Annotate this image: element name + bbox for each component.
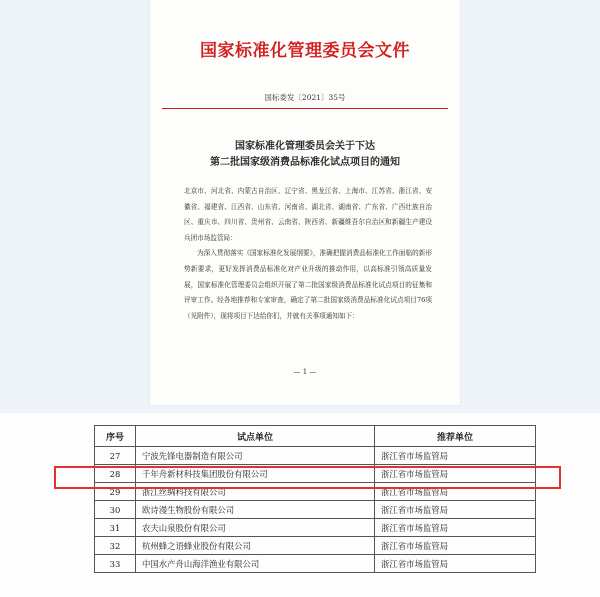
- red-divider-line: [162, 108, 448, 109]
- document-number: 国标委发〔2021〕35号: [264, 93, 346, 102]
- row-unit: 欧诗漫生物股份有限公司: [136, 501, 375, 519]
- highlight-box: [54, 466, 561, 489]
- attachment-table-panel: [0, 413, 600, 597]
- row-recommender: 浙江省市场监管局: [375, 519, 536, 537]
- header-number: 序号: [95, 426, 136, 447]
- table-row: [95, 519, 536, 537]
- row-number: 31: [95, 519, 136, 537]
- table-row: [95, 555, 536, 573]
- row-number: 28: [95, 465, 136, 483]
- row-number: 32: [95, 537, 136, 555]
- header-pilot-unit: 试点单位: [136, 426, 375, 447]
- header-recommender: 推荐单位: [375, 426, 536, 447]
- document-page: [150, 0, 460, 405]
- pilot-list-table: [94, 425, 536, 573]
- body-paragraph: 为深入贯彻落实《国家标准化发展纲要》，准确把握消费品标准化工作面临的新形势新要求，更好发挥消费品标准化对产业升级的推动作用，以高标准引领高质量发展，国家标准化管理委员会组织开展了第二批国家级消费品标准化试点项目的征集和评审工作。经各地推荐和专家审查，确定了第二批国家级消费品标准化试点项目76项（见附件），现将项目下达给你们，并就有关事项通知如下：: [184, 249, 432, 320]
- document-header: 国家标准化管理委员会文件: [200, 41, 410, 61]
- row-recommender: 浙江省市场监管局: [375, 447, 536, 465]
- recipients-text: 北京市、河北省、内蒙古自治区、辽宁省、黑龙江省、上海市、江苏省、浙江省、安徽省、福建省、江西省、山东省、河南省、湖北省、湖南省、广东省、广西壮族自治区、重庆市、四川省、贵州省、云南省、陕西省、新疆维吾尔自治区和新疆生产建设兵团市场监管局：: [184, 187, 432, 242]
- row-recommender: 浙江省市场监管局: [375, 465, 536, 483]
- table-header-row: [95, 426, 536, 447]
- row-recommender: 浙江省市场监管局: [375, 555, 536, 573]
- row-unit: 中国水产舟山海洋渔业有限公司: [136, 555, 375, 573]
- notice-title-line2: 第二批国家级消费品标准化试点项目的通知: [210, 157, 400, 168]
- row-unit: 浙江丝绸科技有限公司: [136, 483, 375, 501]
- table-row: [95, 447, 536, 465]
- notice-title-line1: 国家标准化管理委员会关于下达: [235, 141, 375, 152]
- row-number: 29: [95, 483, 136, 501]
- row-unit: 千年舟新材科技集团股份有限公司: [136, 465, 375, 483]
- row-unit: 农夫山泉股份有限公司: [136, 519, 375, 537]
- row-number: 30: [95, 501, 136, 519]
- row-number: 27: [95, 447, 136, 465]
- row-unit: 宁波先锋电器制造有限公司: [136, 447, 375, 465]
- row-recommender: 浙江省市场监管局: [375, 483, 536, 501]
- row-number: 33: [95, 555, 136, 573]
- page-number: — 1 —: [293, 368, 317, 376]
- document-body: [184, 184, 432, 324]
- row-recommender: 浙江省市场监管局: [375, 537, 536, 555]
- table-row: [95, 537, 536, 555]
- row-unit: 杭州蜂之语蜂业股份有限公司: [136, 537, 375, 555]
- row-recommender: 浙江省市场监管局: [375, 501, 536, 519]
- table-row: [95, 501, 536, 519]
